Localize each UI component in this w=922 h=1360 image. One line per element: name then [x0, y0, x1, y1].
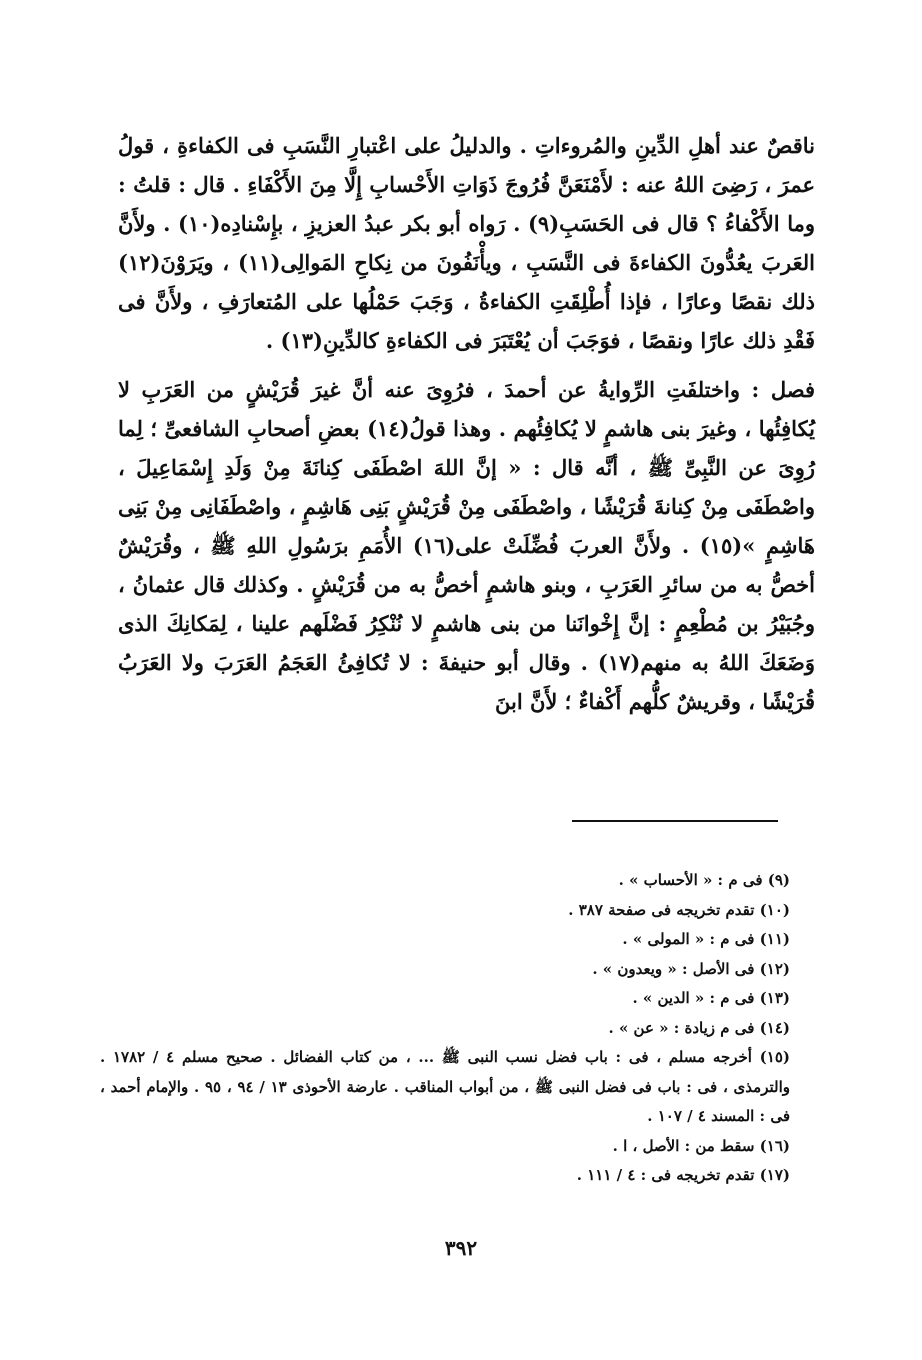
paragraph-body: واختلفَتِ الرِّوايةُ عن أحمدَ ، فرُوِىَ عنه أنَّ غيرَ قُرَيْشٍ من العَرَبِ لا يُكافِئُها ، وغيرَ بنى هاشمٍ لا يُكافِئُهم . وهذا قولُ(١٤) بعضِ أصحابِ الشافعىِّ ؛ لِما رُوِىَ عن النَّبِىِّ ﷺ ، أنَّه قال : « إنَّ اللهَ اصْطَفَى كِنانَةَ مِنْ وَلَدِ إِسْمَاعِيلَ ، واصْطَفَى مِنْ كِنانةَ قُرَيْشًا ، واصْطَفَى مِنْ قُرَيْشٍ بَنِى هَاشِمٍ ، واصْطَفَانِى مِنْ بَنِى هَاشِمٍ »(١٥) . ولأَنَّ العربَ فُضِّلَتْ على(١٦) الأُمَمِ برَسُولِ اللهِ ﷺ ، وقُرَيْشٌ أخصُّ به من سائرِ العَرَبِ ، وبنو هاشمٍ أخصُّ به من قُرَيْشٍ . وكذلك قال عثمانُ ، وجُبَيْرُ بن مُطْعِمٍ : إنَّ إِخْوانَنا من بنى هاشمٍ لا نُنْكِرُ فَضْلَهم علينا ، لِمَكانِكَ الذى وَضَعَكَ اللهُ به منهم(١٧) . وقال أبو حنيفةَ : لا تُكافِئُ العَجَمُ العَرَبَ ولا العَرَبُ قُرَيْشًا ، وقريشٌ كلُّهم أَكْفاءٌ ؛ لأَنَّ ابنَ: [118, 377, 816, 714]
paragraph: [118, 370, 815, 721]
footnote: (١٧) تقدم تخريجه فى : ٤ / ١١١ .: [576, 1166, 790, 1184]
footnote: (١٤) فى م زيادة : « عن » .: [608, 1018, 790, 1037]
main-text: [118, 126, 815, 721]
footnote: (١٢) فى الأصل : « ويعدون » .: [592, 959, 790, 978]
footnote: (١١) فى م : « المولى » .: [622, 930, 790, 948]
footnote-divider: [572, 820, 778, 822]
section-label: فصل :: [751, 377, 816, 402]
paragraph: ناقصٌ عند أهلِ الدِّينِ والمُروءاتِ . والدليلُ على اعْتبارِ النَّسَبِ فى الكفاءةِ ، قولُ عمرَ ، رَضِىَ اللهُ عنه : لأَمْنَعَنَّ فُرُوجَ ذَوَاتِ الأَحْسابِ إِلَّا مِنَ الأَكْفَاءِ . قال : قلتُ : وما الأَكْفاءُ ؟ قال فى الحَسَبِ(٩) . رَواه أبو بكر عبدُ العزيزِ ، بإِسْنادِه(١٠) . ولأَنَّ العَربَ يعُدُّونَ الكفاءةَ فى النَّسَبِ ، ويأْنَفُونَ من نِكاحِ المَوالِى(١١) ، ويَرَوْنَ(١٢) ذلك نقصًا وعارًا ، فإذا أُطْلِقَتِ الكفاءةُ ، وَجَبَ حَمْلُها على المُتعارَفِ ، ولأَنَّ فى فَقْدِ ذلك عارًا ونقصًا ، فوَجَبَ أن يُعْتَبَرَ فى الكفاءةِ كالدِّينِ(١٣) .: [118, 133, 815, 353]
footnote: (١٦) سقط من : الأصل ، ا .: [612, 1136, 790, 1155]
footnote: (١٠) تقدم تخريجه فى صفحة ٣٨٧ .: [568, 900, 790, 919]
footnotes: [100, 866, 790, 1191]
footnote: (٩) فى م : « الأحساب » .: [618, 871, 790, 889]
page-number: ٣٩٢: [444, 1236, 478, 1260]
footnote: (١٣) فى م : « الدين » .: [632, 989, 790, 1007]
footnote: (١٥) أخرجه مسلم ، فى : باب فضل نسب النبى ﷺ ... ، من كتاب الفضائل . صحيح مسلم ٤ / ١٧٨٢ . والترمذى ، فى : باب فى فضل النبى ﷺ ، من أبواب المناقب . عارضة الأحوذى ١٣ / ٩٤ ، ٩٥ . والإمام أحمد ، فى : المسند ٤ / ١٠٧ .: [100, 1048, 790, 1125]
